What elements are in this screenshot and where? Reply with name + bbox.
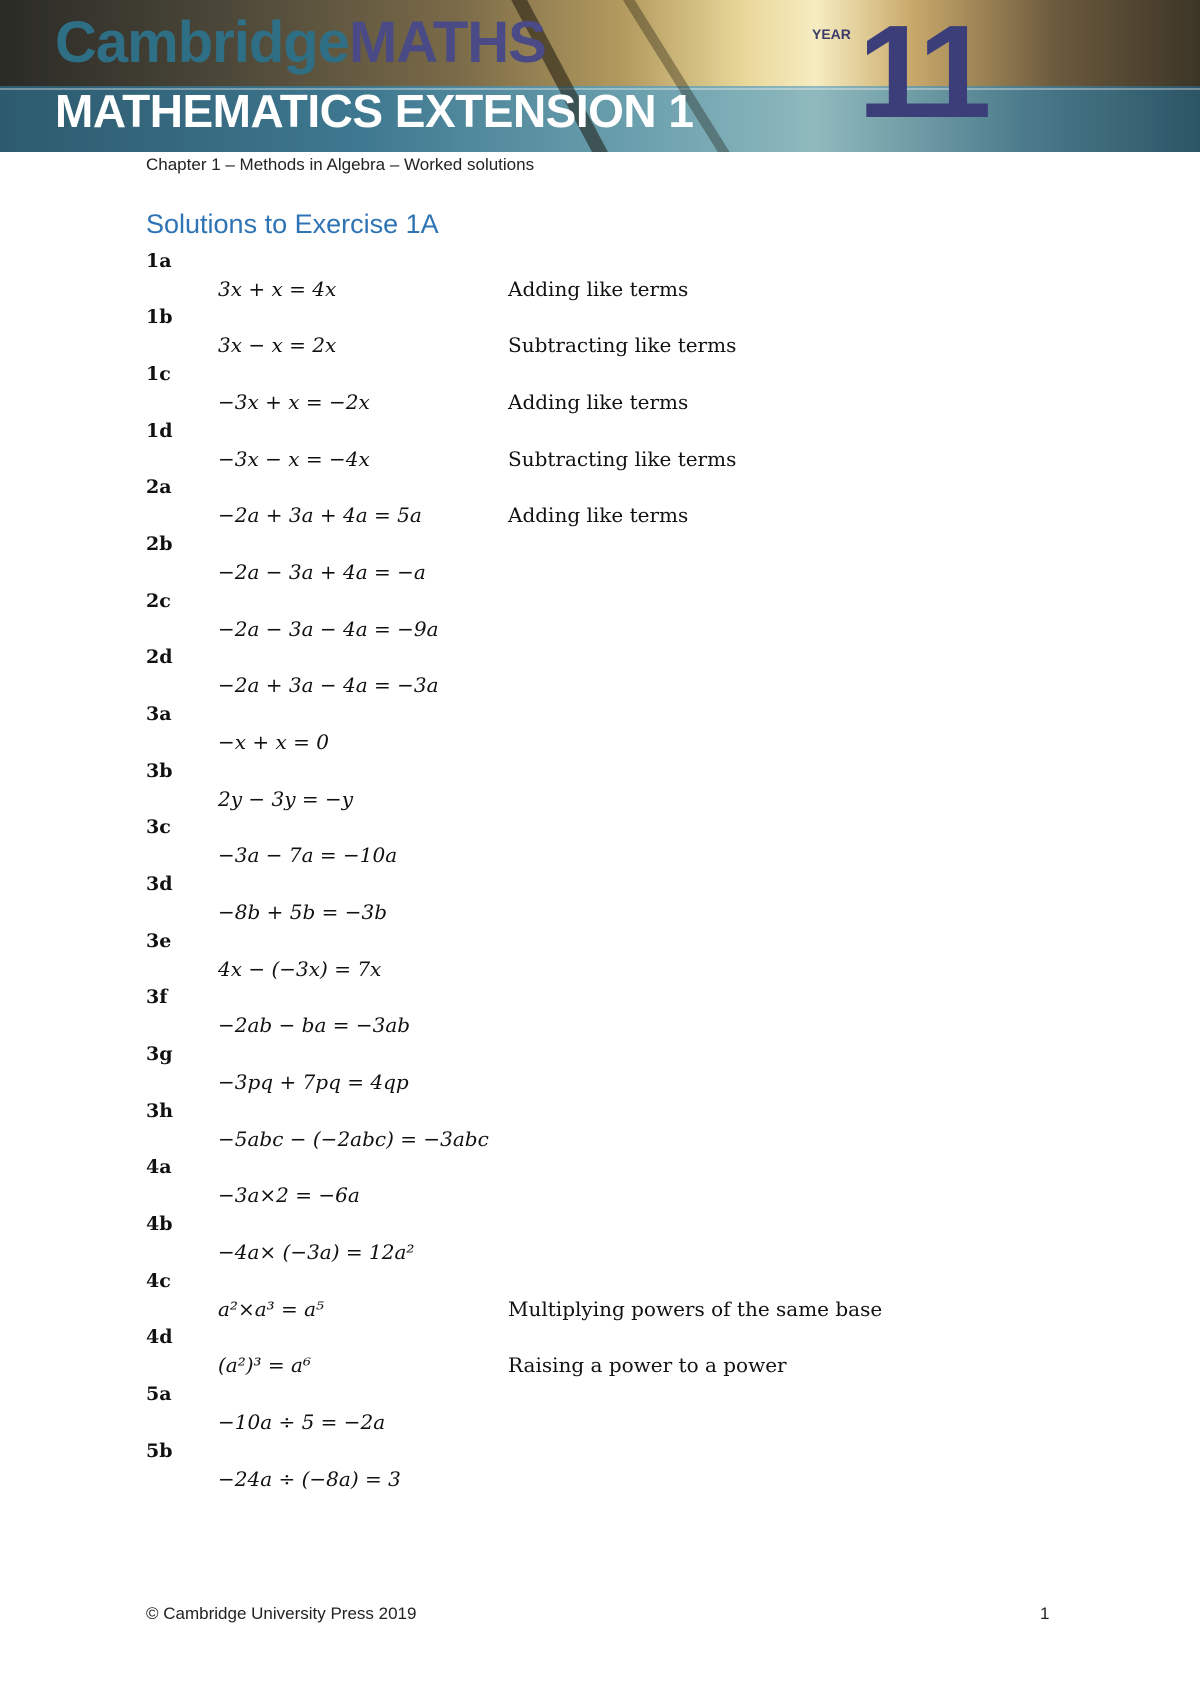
solution-equation: a²×a³ = a⁵: [218, 1297, 325, 1321]
solution-equation: −2a − 3a − 4a = −9a: [218, 617, 439, 641]
question-label: 4d: [146, 1326, 173, 1348]
page-number: 1: [1040, 1604, 1050, 1623]
question-label: 2c: [146, 590, 171, 612]
question-label: 2b: [146, 533, 173, 555]
question-label: 5b: [146, 1440, 173, 1462]
question-label: 1d: [146, 420, 173, 442]
solution-note: Subtracting like terms: [508, 333, 737, 357]
solution-note: Multiplying powers of the same base: [508, 1297, 883, 1321]
question-label: 1b: [146, 306, 173, 328]
solution-equation: −10a ÷ 5 = −2a: [218, 1410, 386, 1434]
question-label: 1c: [146, 363, 171, 385]
solution-equation: −2a − 3a + 4a = −a: [218, 560, 426, 584]
question-label: 4c: [146, 1270, 171, 1292]
solution-equation: −2ab − ba = −3ab: [218, 1013, 411, 1037]
question-label: 3c: [146, 816, 171, 838]
question-label: 2d: [146, 646, 173, 668]
solution-equation: −3x − x = −4x: [218, 447, 370, 471]
question-label: 3a: [146, 703, 172, 725]
solution-equation: −2a + 3a − 4a = −3a: [218, 673, 439, 697]
solution-equation: 3x − x = 2x: [218, 333, 337, 357]
solution-equation: −3a − 7a = −10a: [218, 843, 398, 867]
solution-equation: 4x − (−3x) = 7x: [218, 957, 382, 981]
question-label: 4a: [146, 1156, 172, 1178]
brand-part2: MATHS: [348, 10, 546, 75]
question-label: 5a: [146, 1383, 172, 1405]
solution-equation: −3x + x = −2x: [218, 390, 370, 414]
year-number: 11: [858, 0, 986, 145]
solution-equation: −3pq + 7pq = 4qp: [218, 1070, 409, 1094]
question-label: 3e: [146, 930, 172, 952]
header-banner: [0, 0, 1200, 152]
solution-equation: −4a× (−3a) = 12a²: [218, 1240, 415, 1264]
solution-equation: −8b + 5b = −3b: [218, 900, 388, 924]
solution-note: Adding like terms: [508, 277, 689, 301]
question-label: 3h: [146, 1100, 174, 1122]
solution-note: Adding like terms: [508, 390, 689, 414]
book-subtitle: MATHEMATICS EXTENSION 1: [55, 85, 694, 137]
question-label: 1a: [146, 250, 172, 272]
solution-equation: −x + x = 0: [218, 730, 329, 754]
brand-logo: [55, 10, 546, 75]
chapter-line: Chapter 1 – Methods in Algebra – Worked solutions: [146, 155, 535, 174]
solution-equation: −2a + 3a + 4a = 5a: [218, 503, 422, 527]
solution-equation: −3a×2 = −6a: [218, 1183, 360, 1207]
solution-equation: −5abc − (−2abc) = −3abc: [218, 1127, 489, 1151]
solution-note: Raising a power to a power: [508, 1353, 787, 1377]
solution-equation: −24a ÷ (−8a) = 3: [218, 1467, 401, 1491]
question-label: 2a: [146, 476, 172, 498]
footer-copyright: © Cambridge University Press 2019: [146, 1604, 417, 1623]
question-label: 3b: [146, 760, 173, 782]
year-label: YEAR: [812, 26, 851, 42]
solution-equation: 3x + x = 4x: [218, 277, 337, 301]
solution-equation: (a²)³ = a⁶: [218, 1353, 311, 1377]
question-label: 4b: [146, 1213, 173, 1235]
question-label: 3f: [146, 986, 168, 1008]
section-title: Solutions to Exercise 1A: [146, 209, 439, 239]
solution-equation: 2y − 3y = −y: [218, 787, 354, 811]
brand-part1: Cambridge: [55, 10, 349, 75]
solution-note: Adding like terms: [508, 503, 689, 527]
question-label: 3d: [146, 873, 173, 895]
question-label: 3g: [146, 1043, 173, 1065]
solution-note: Subtracting like terms: [508, 447, 737, 471]
